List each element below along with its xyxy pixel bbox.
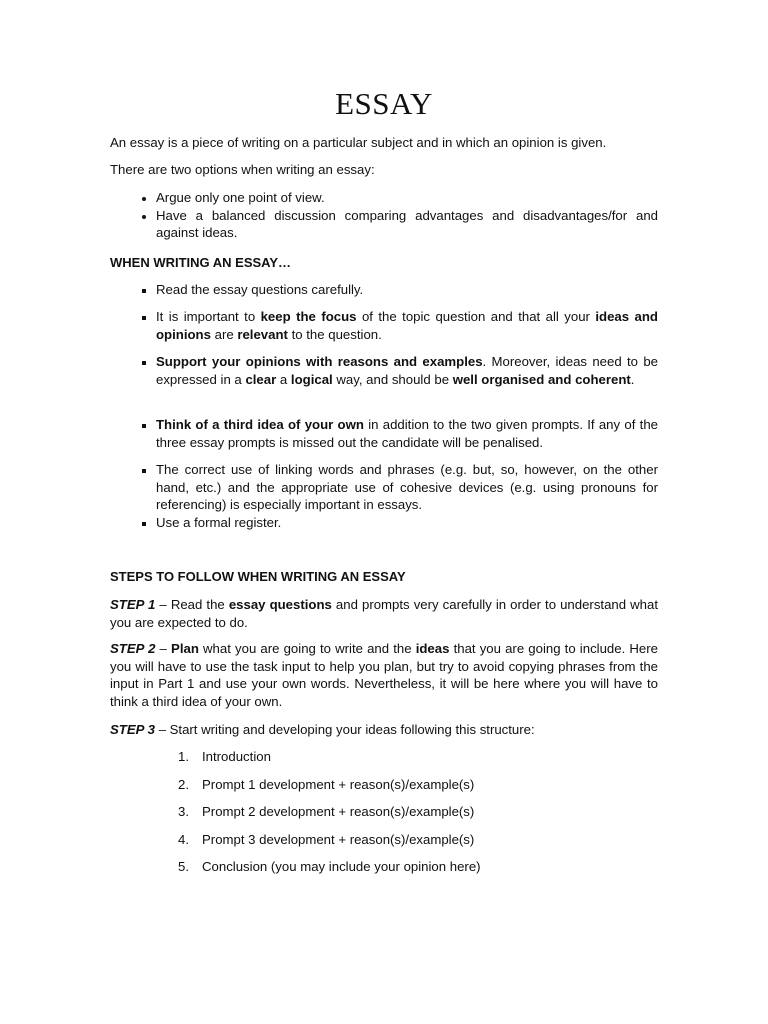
list-item: ▪ Think of a third idea of your own in addition to the two given prompts. If any of the three essay prompts is missed out the candidate will be penalised. [156,416,658,451]
tips-list-1 [156,281,658,299]
list-item: • Have a balanced discussion comparing advantages and disadvantages/for and against ideas. [156,207,658,242]
step-3-paragraph: STEP 3 – Start writing and developing your ideas following this structure: [110,722,535,737]
options-list [156,189,658,242]
structure-list [178,748,481,886]
list-item: • Argue only one point of view. [156,189,658,207]
list-item: 3. Prompt 2 development + reason(s)/example(s) [178,804,475,819]
document-title: ESSAY [335,86,433,121]
list-item: 2. Prompt 1 development + reason(s)/example(s) [178,776,475,792]
list-item: 5. Conclusion (you may include your opinion here) [178,859,481,874]
list-item: ▪ Read the essay questions carefully. [156,281,658,299]
list-item: 1. Introduction [178,749,271,764]
section-heading-steps: STEPS TO FOLLOW WHEN WRITING AN ESSAY [110,569,406,584]
options-intro-paragraph: There are two options when writing an essay: [110,162,375,177]
step-2-paragraph: STEP 2 – Plan what you are going to write and the ideas that you are going to include. Here you will have to use the task input to help you plan, but try to avoid copying phrases from the input in Part 1 and use your own words. Nevertheless, it will be here where you will have to think a third idea of your own. [110,641,658,709]
tips-list-2 [156,308,658,343]
list-item: 4. Prompt 3 development + reason(s)/example(s) [178,831,475,847]
tips-list-3 [156,353,658,388]
tips-list-5 [156,461,658,531]
list-item: ▪ Use a formal register. [156,514,658,532]
list-item: ▪ Support your opinions with reasons and examples. Moreover, ideas need to be expressed in a clear a logical way, and should be well organised and coherent. [156,353,658,388]
intro-paragraph: An essay is a piece of writing on a particular subject and in which an opinion is given. [110,135,607,150]
tips-list-4 [156,416,658,451]
section-heading-when-writing: WHEN WRITING AN ESSAY… [110,255,292,270]
list-item: ▪ The correct use of linking words and phrases (e.g. but, so, however, on the other hand, etc.) and the appropriate use of cohesive devices (e.g. using pronouns for referencing) is especially important in essays. [156,461,658,514]
step-1-paragraph: STEP 1 – Read the essay questions and prompts very carefully in order to understand what you are expected to do. [110,597,659,630]
list-item: ▪ It is important to keep the focus of the topic question and that all your ideas and opinions are relevant to the question. [156,308,658,343]
